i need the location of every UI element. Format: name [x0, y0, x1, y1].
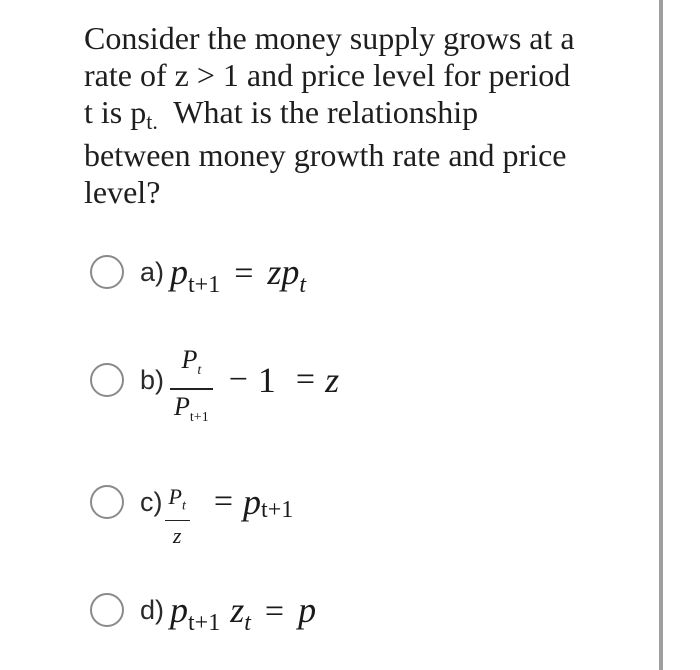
option-b-minus: −: [228, 361, 248, 398]
option-d-formula: [170, 589, 317, 636]
option-b-radio[interactable]: [90, 363, 124, 397]
option-b-denominator: $P_{t+1}$: [174, 392, 209, 426]
option-a-lhs-sub: t+1: [188, 272, 221, 298]
option-b-eq: =: [295, 361, 316, 398]
option-b-numerator: $P_t$: [181, 344, 202, 378]
option-b-label: b): [140, 364, 165, 395]
option-b-formula: [170, 328, 339, 432]
option-c-formula: [165, 456, 294, 548]
option-b-one: 1: [257, 360, 276, 400]
option-d-radio[interactable]: [90, 593, 124, 627]
question-line-2: rate of z > 1 and price level for period: [84, 57, 571, 93]
price-subscript: t.: [146, 109, 158, 134]
question-line-4: between money growth rate and price: [84, 137, 567, 173]
option-b-fraction-bar: [170, 388, 213, 390]
option-b[interactable]: [90, 344, 340, 426]
question-line-1: Consider the money supply grows at a: [84, 20, 575, 56]
right-border-rule: [659, 0, 663, 670]
option-d-lhs-sub: t+1: [188, 610, 221, 636]
option-a-rhs: zp: [267, 252, 300, 292]
option-a-rhs-sub: t: [299, 272, 307, 298]
question-line-3-rest: What is the relationship: [157, 94, 479, 130]
option-c-rhs-var: p: [243, 482, 262, 522]
option-a-lhs-var: p: [170, 252, 189, 292]
option-c-fraction: [165, 483, 190, 549]
option-a-formula: [170, 251, 307, 298]
option-c[interactable]: [90, 472, 294, 549]
option-c-radio[interactable]: [90, 485, 124, 519]
option-c-label: c): [140, 486, 163, 517]
option-d-z-var: z: [230, 590, 245, 630]
option-d-rhs: p: [298, 590, 317, 630]
option-a-label: a): [140, 256, 165, 287]
option-d[interactable]: [90, 580, 316, 640]
question-line-5: level?: [84, 174, 161, 210]
option-b-rhs: z: [325, 360, 340, 400]
option-c-denominator: z: [172, 523, 182, 549]
option-d-label: d): [140, 594, 165, 625]
option-d-z-sub: t: [244, 610, 251, 636]
price-var: t is p: [84, 94, 147, 130]
option-d-eq: =: [264, 593, 285, 630]
option-c-rhs-sub: t+1: [261, 496, 294, 523]
question-text: [84, 20, 654, 211]
option-c-numerator: $P_t$: [168, 483, 186, 514]
option-a[interactable]: [90, 242, 306, 302]
option-a-radio[interactable]: [90, 255, 124, 289]
question-line-3: [84, 94, 654, 134]
option-b-fraction: [170, 346, 213, 432]
option-d-lhs-var: p: [170, 590, 189, 630]
option-c-fraction-bar: [165, 520, 190, 521]
option-c-eq: =: [213, 483, 234, 520]
option-a-eq: =: [234, 255, 254, 292]
